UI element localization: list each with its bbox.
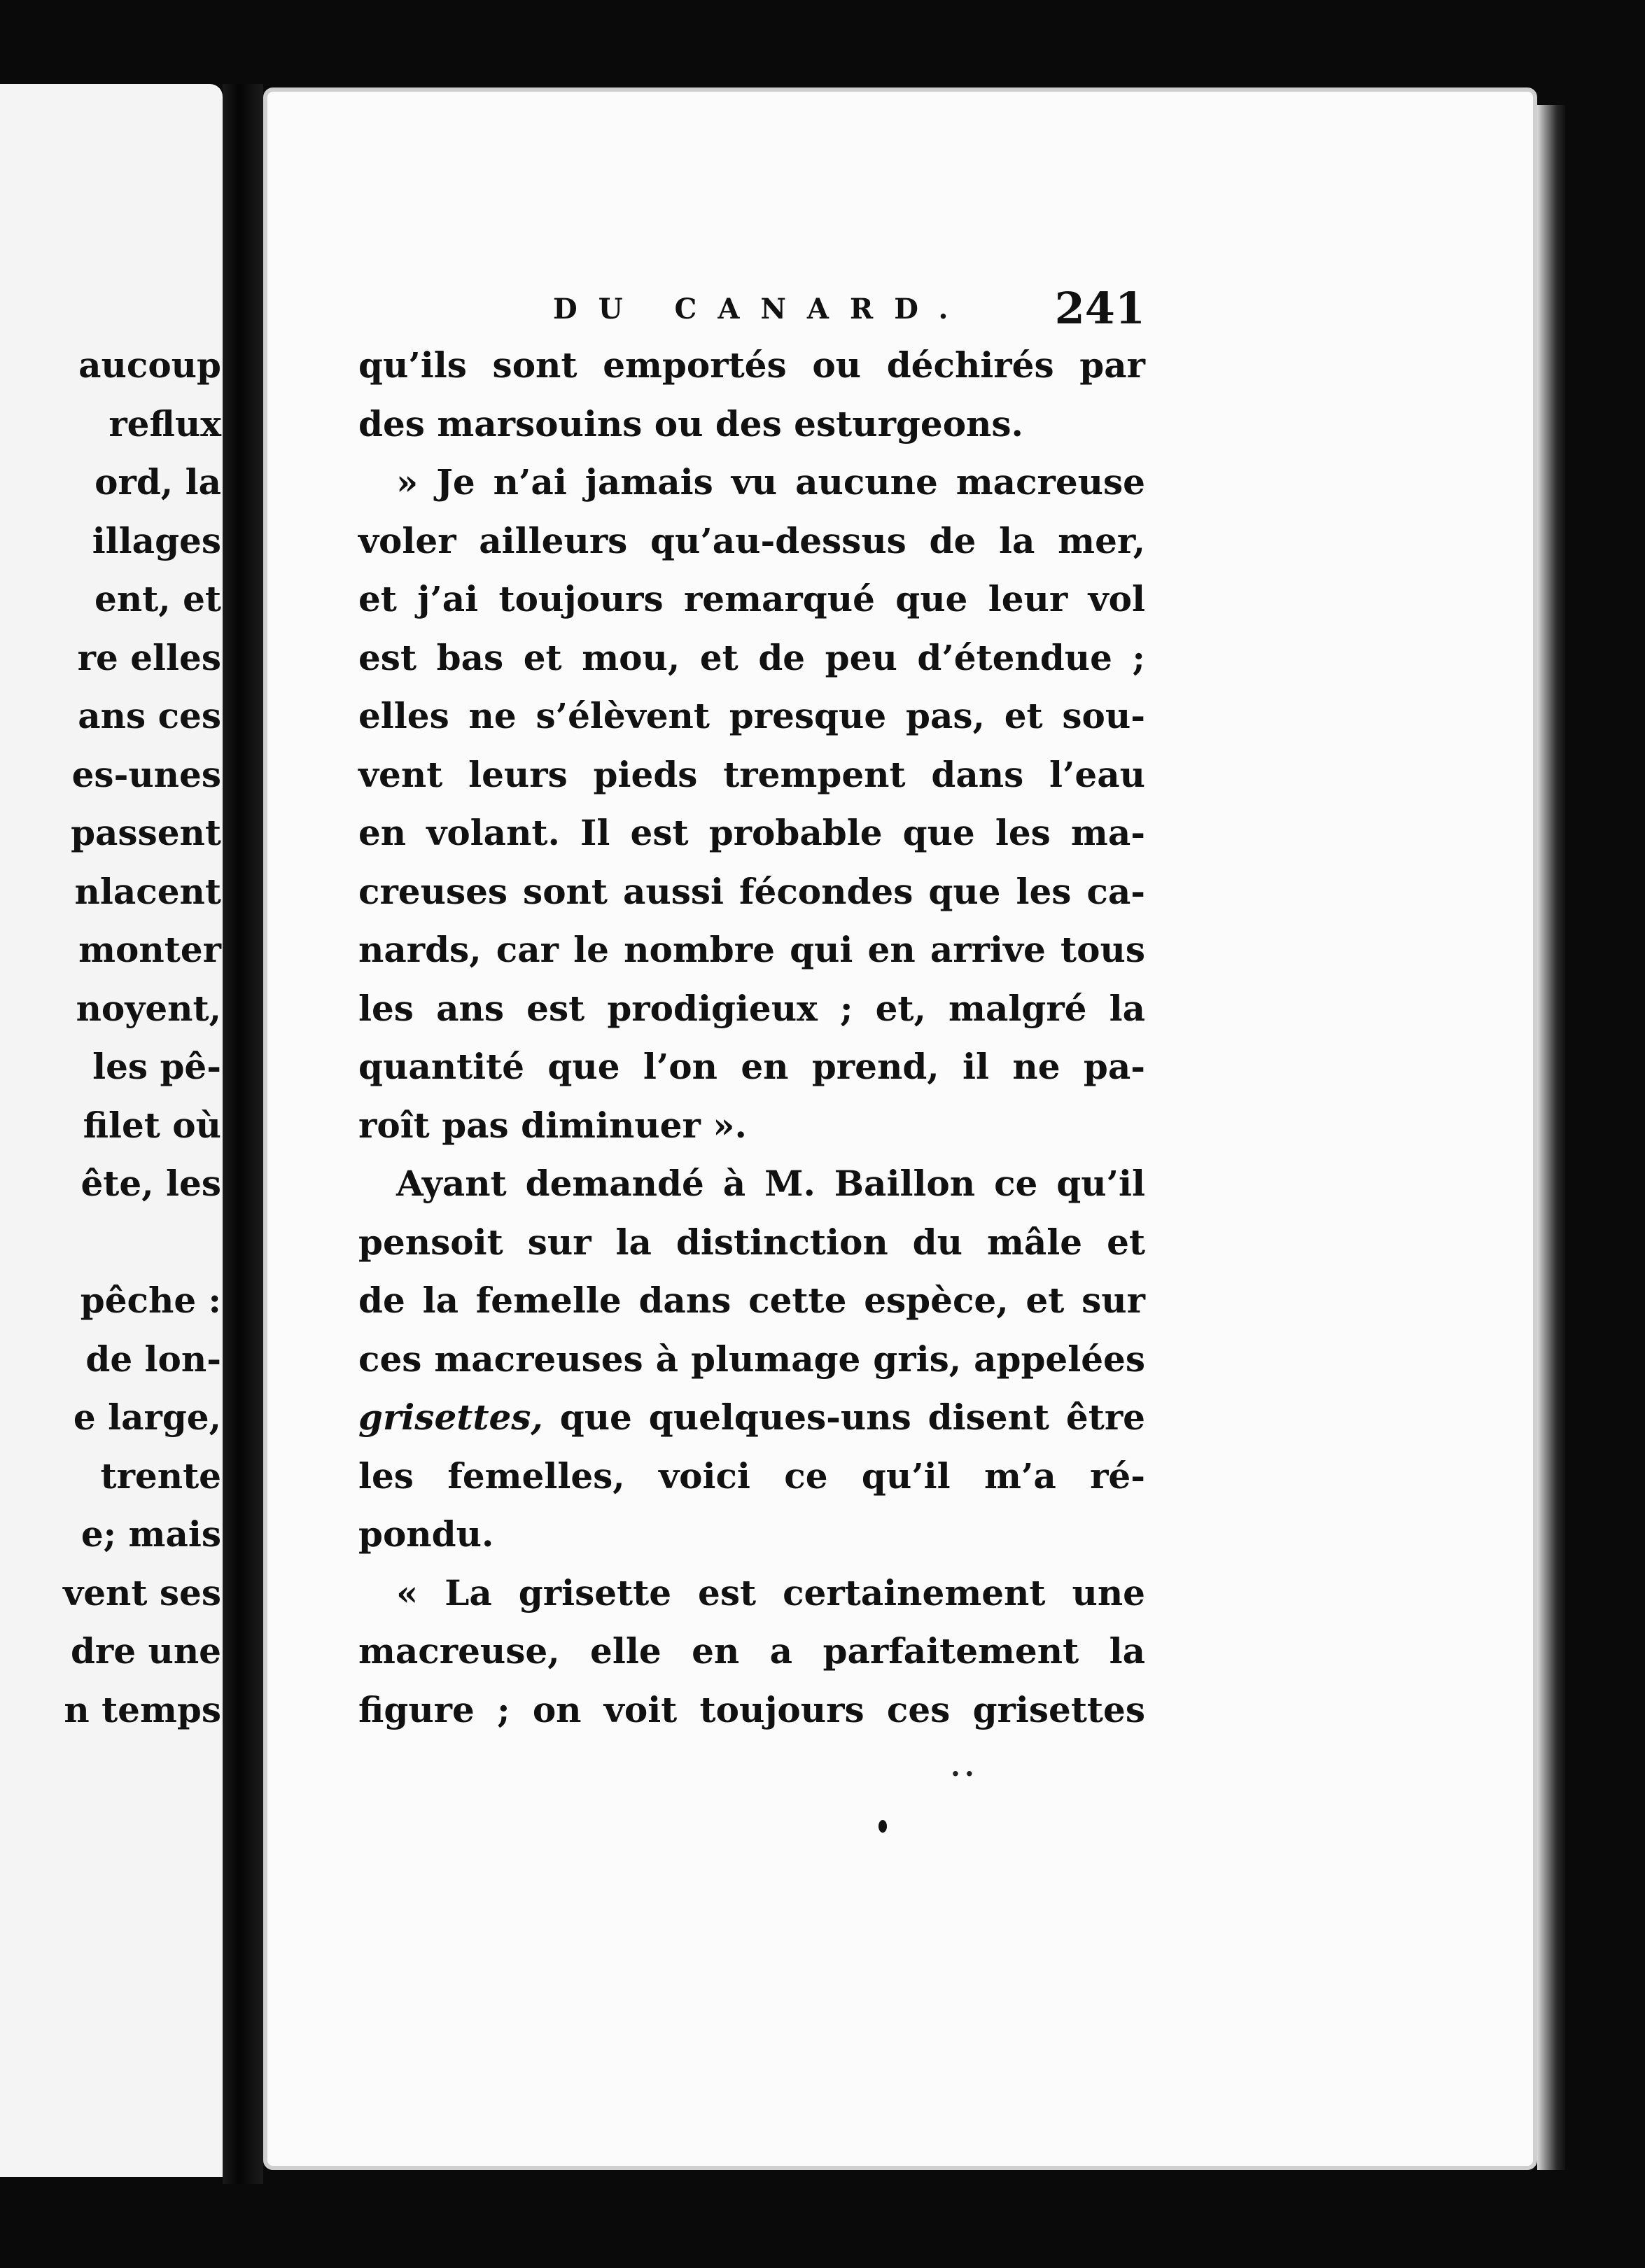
left-line: vent ses xyxy=(63,1572,221,1614)
text-line: des marsouins ou des esturgeons. xyxy=(358,402,1023,444)
body-text xyxy=(358,336,1145,1739)
page-edge-shadow xyxy=(1537,105,1565,2170)
text-line: ces macreuses à plumage gris, appelées xyxy=(358,1338,1145,1380)
text-line-rest: que quelques-uns disent être xyxy=(559,1396,1145,1438)
left-line: ête, les xyxy=(80,1163,221,1204)
italic-word: grisettes, xyxy=(358,1396,543,1438)
left-line: n temps xyxy=(64,1688,221,1730)
text-line: figure ; on voit toujours ces grisettes xyxy=(358,1688,1145,1730)
running-head xyxy=(553,283,1145,339)
text-line: « La grisette est certainement une xyxy=(396,1572,1145,1614)
left-line: re elles xyxy=(77,636,221,678)
left-line: pêche : xyxy=(80,1280,221,1321)
ink-speck xyxy=(878,1820,887,1833)
text-line: pensoit sur la distinction du mâle et xyxy=(358,1221,1145,1263)
left-line: de lon- xyxy=(85,1338,221,1380)
text-line: les femelles, voici ce qu’il m’a ré- xyxy=(358,1455,1145,1497)
text-line: voler ailleurs qu’au-dessus de la mer, xyxy=(358,519,1145,561)
left-line: ans ces xyxy=(78,695,221,736)
left-line: passent xyxy=(71,812,221,853)
running-head-title: DU CANARD. xyxy=(553,293,969,326)
left-line: trente xyxy=(100,1455,221,1497)
left-line: filet où xyxy=(83,1104,221,1146)
text-line: quantité que l’on en prend, il ne pa- xyxy=(358,1046,1145,1087)
left-line xyxy=(63,1213,221,1272)
text-line: les ans est prodigieux ; et, malgré la xyxy=(358,987,1145,1029)
text-line: » Je n’ai jamais vu aucune macreuse xyxy=(396,461,1145,503)
text-line: de la femelle dans cette espèce, et sur xyxy=(358,1280,1145,1321)
left-line: es-unes xyxy=(71,753,221,795)
text-line-with-italic xyxy=(358,1388,1145,1447)
text-line: creuses sont aussi fécondes que les ca- xyxy=(358,870,1145,912)
text-line: est bas et mou, et de peu d’étendue ; xyxy=(358,636,1145,678)
left-line: e large, xyxy=(73,1396,221,1438)
left-line: ord, la xyxy=(94,461,221,503)
text-line: nards, car le nombre qui en arrive tous xyxy=(358,929,1145,970)
left-line: aucoup xyxy=(78,344,221,386)
text-line: macreuse, elle en a parfaitement la xyxy=(358,1630,1145,1672)
left-line: e; mais xyxy=(80,1513,221,1555)
signature-mark: .. xyxy=(951,1750,979,1783)
text-line: pondu. xyxy=(358,1513,494,1555)
text-line: elles ne s’élèvent presque pas, et sou- xyxy=(358,695,1145,736)
text-line: en volant. Il est probable que les ma- xyxy=(358,812,1145,853)
text-line: qu’ils sont emportés ou déchirés par xyxy=(358,344,1145,386)
left-line: nlacent xyxy=(74,870,221,912)
book-gutter xyxy=(223,84,263,2184)
left-line: noyent, xyxy=(76,987,221,1029)
text-line: et j’ai toujours remarqué que leur vol xyxy=(358,578,1145,620)
left-page-text xyxy=(63,336,221,1739)
text-line: Ayant demandé à M. Baillon ce qu’il xyxy=(396,1163,1145,1204)
left-facing-page xyxy=(0,84,223,2177)
left-line: illages xyxy=(92,519,221,561)
left-line: dre une xyxy=(70,1630,221,1672)
text-line: vent leurs pieds trempent dans l’eau xyxy=(358,753,1145,795)
left-line: ent, et xyxy=(94,578,221,620)
left-line: reflux xyxy=(108,402,221,444)
page-number: 241 xyxy=(1054,283,1145,334)
text-line: roît pas diminuer ». xyxy=(358,1104,747,1146)
left-line: monter xyxy=(78,929,221,970)
left-line: les pê- xyxy=(92,1046,221,1087)
